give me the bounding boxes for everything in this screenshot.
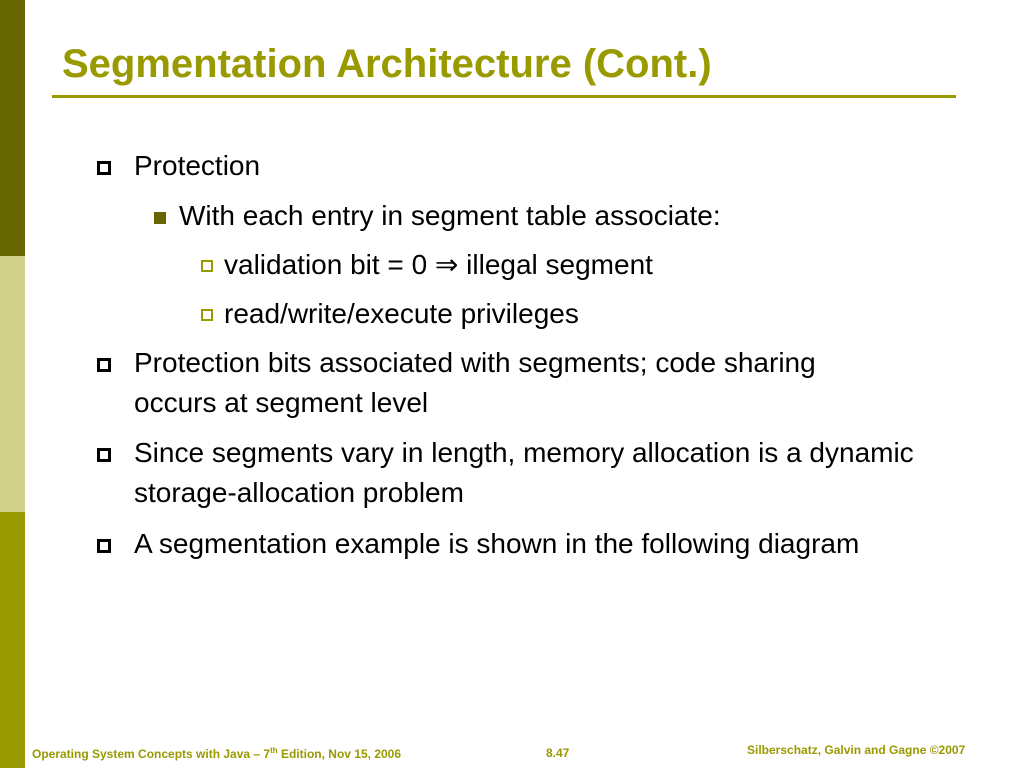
sub-sub-bullet-validation-bit: [224, 245, 653, 285]
hollow-square-bullet-icon: [97, 161, 111, 175]
sub-bullet-text: With each entry in segment table associate:: [179, 200, 721, 231]
bullet-text: Since segments vary in length, memory allocation is a dynamic storage-allocation problem: [134, 437, 914, 508]
bullet-protection: [134, 146, 260, 186]
solid-square-bullet-icon: [154, 212, 166, 224]
slide-title: Segmentation Architecture (Cont.): [62, 42, 712, 86]
footer-book-title: [32, 746, 401, 761]
footer-page-number: 8.47: [546, 746, 570, 760]
bullet-text: A segmentation example is shown in the following diagram: [134, 528, 860, 559]
hollow-square-bullet-icon: [97, 358, 111, 372]
bullet-protection-bits: [134, 343, 894, 423]
olive-square-bullet-icon: [201, 260, 213, 272]
bullet-segment-lengths: [134, 433, 984, 513]
bullet-text: Protection: [134, 150, 261, 181]
sub-sub-bullet-text: read/write/execute privileges: [224, 298, 579, 329]
footer-book-suffix: Edition, Nov 15, 2006: [277, 747, 402, 761]
olive-square-bullet-icon: [201, 309, 213, 321]
bullet-segmentation-example: [134, 524, 924, 564]
footer-book-prefix: Operating System Concepts with Java – 7: [32, 747, 271, 761]
bullet-text: Protection bits associated with segments; code sharing occurs at segment level: [134, 347, 816, 418]
hollow-square-bullet-icon: [97, 539, 111, 553]
sub-sub-bullet-privileges: [224, 294, 579, 334]
sub-sub-bullet-text: validation bit = 0 ⇒ illegal segment: [224, 249, 653, 280]
hollow-square-bullet-icon: [97, 448, 111, 462]
footer-copyright: Silberschatz, Galvin and Gagne ©2007: [747, 743, 966, 757]
sub-bullet-segment-table: [179, 196, 721, 236]
footer-book-superscript: th: [270, 746, 278, 755]
